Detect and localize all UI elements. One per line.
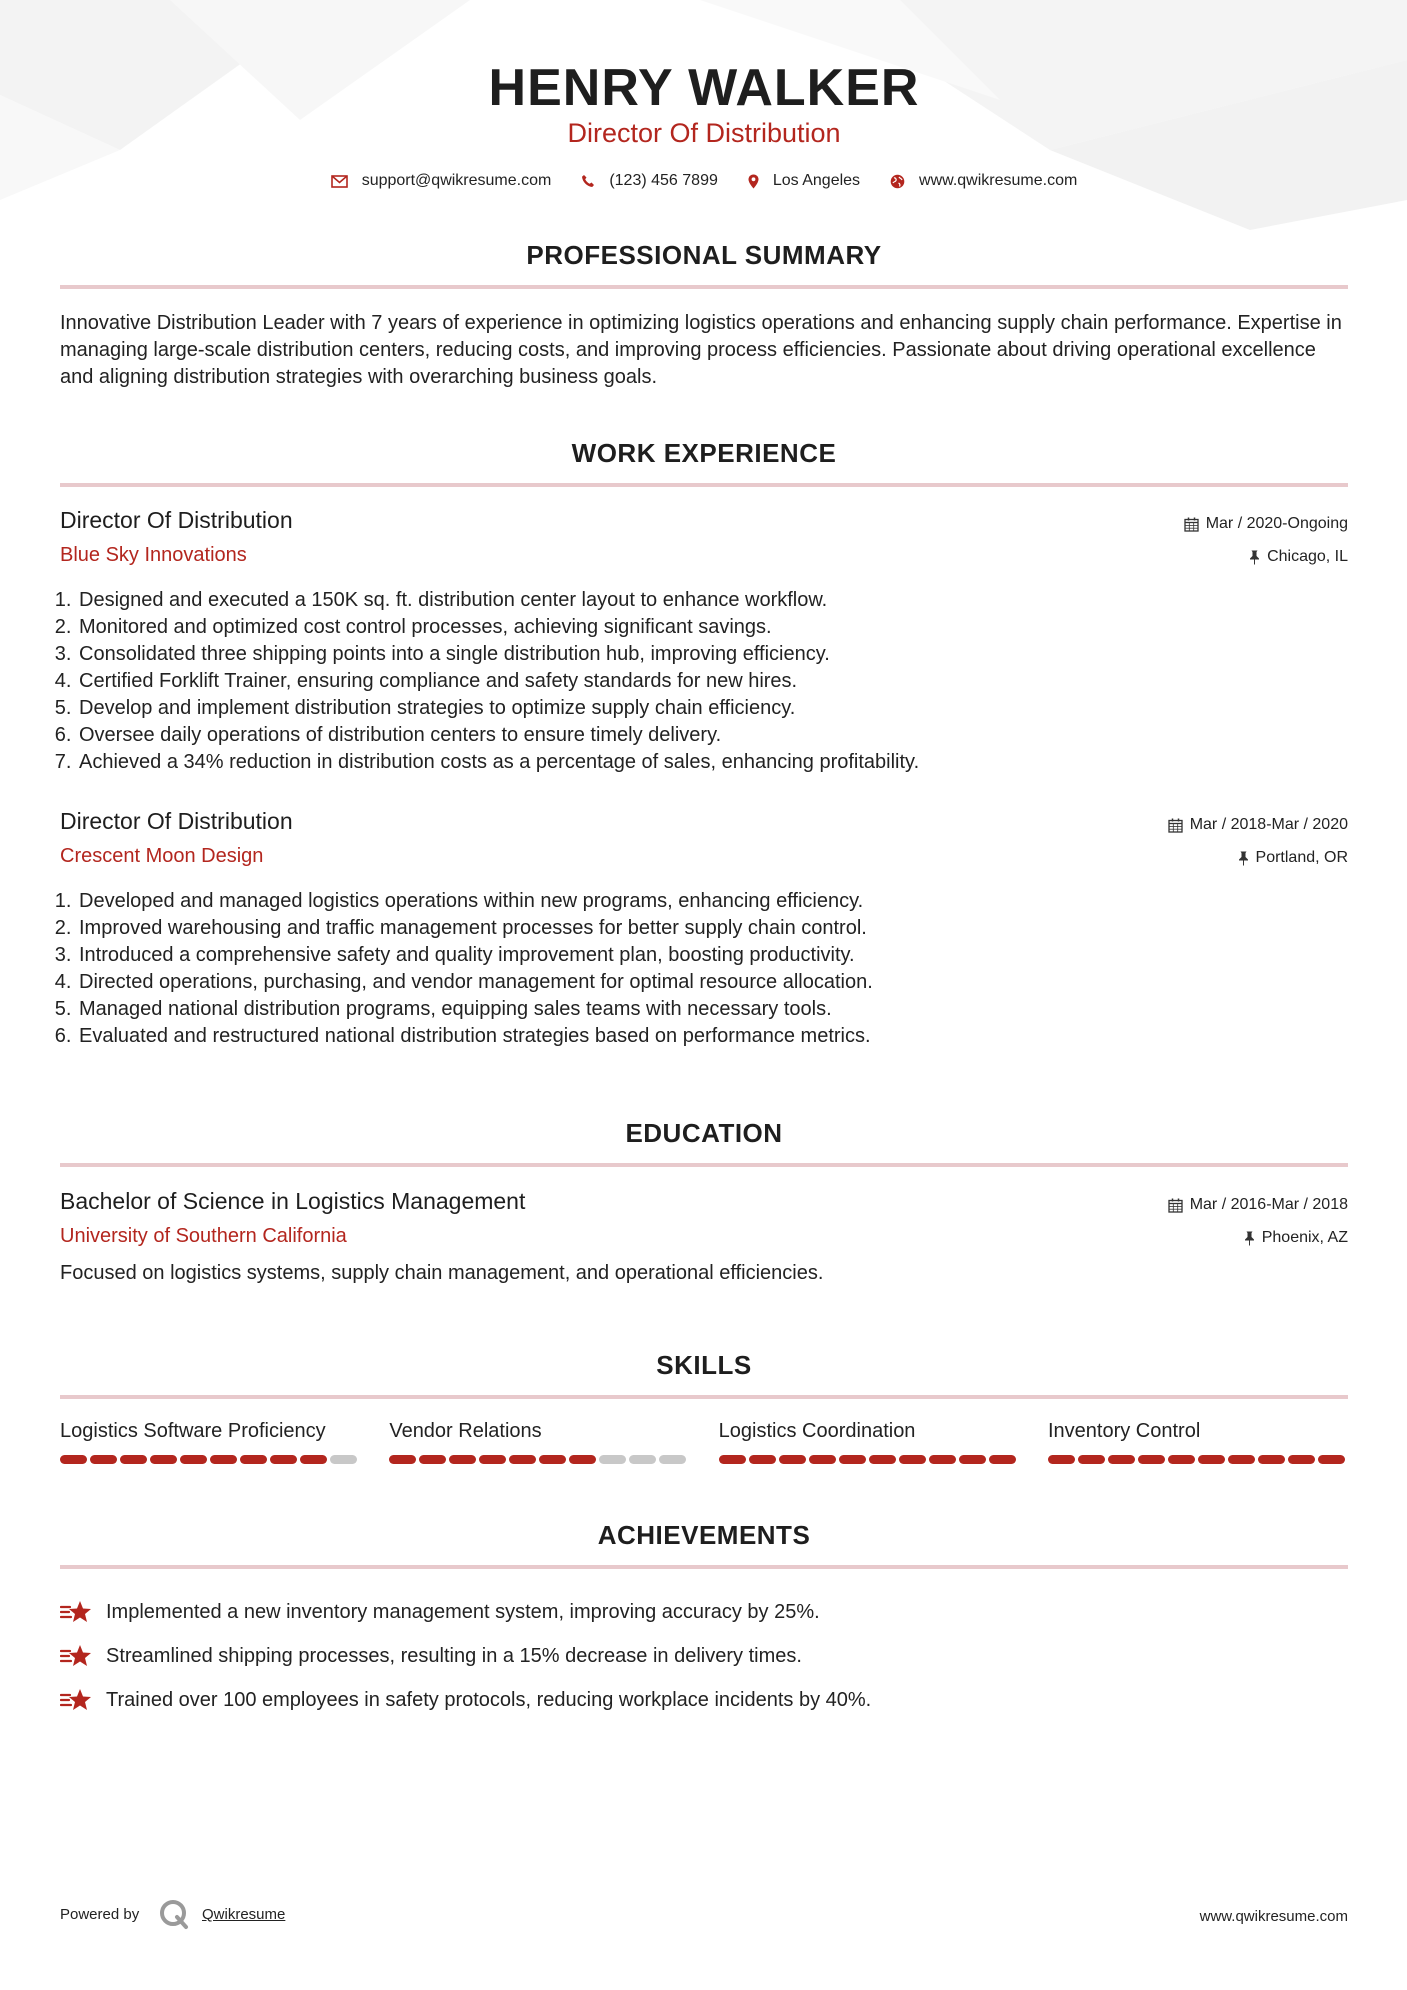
job-role: Director Of Distribution — [60, 507, 293, 533]
skill-meter — [719, 1455, 1019, 1464]
section-divider — [60, 1163, 1348, 1167]
skill-segment-filled — [1198, 1455, 1225, 1464]
globe-icon — [890, 174, 905, 189]
skill-segment-filled — [989, 1455, 1016, 1464]
achievement-item — [60, 1634, 1348, 1678]
skill-segment-filled — [869, 1455, 896, 1464]
job-role: Director Of Distribution — [60, 808, 293, 834]
skill-segment-filled — [300, 1455, 327, 1464]
job-date-text: Mar / 2018-Mar / 2020 — [1189, 816, 1348, 833]
achievements-section-header — [60, 1520, 1348, 1569]
job-bullet: 7. Achieved a 34% reduction in distribution costs as a percentage of sales, enhancing profitability. — [77, 749, 919, 776]
pushpin-icon — [1249, 550, 1260, 565]
education-date — [1168, 1196, 1348, 1214]
skill-segment-filled — [929, 1455, 956, 1464]
job-bullet: 6. Evaluated and restructured national distribution strategies based on performance metrics. — [77, 1023, 873, 1050]
contact-phone-text: (123) 456 7899 — [609, 172, 718, 189]
skill-label: Inventory Control — [1047, 1420, 1201, 1442]
skill-segment-empty — [659, 1455, 686, 1464]
calendar-icon — [1184, 517, 1199, 532]
achievement-item — [60, 1590, 1348, 1634]
skill-item — [1048, 1420, 1348, 1464]
education-location — [1244, 1229, 1348, 1247]
contact-email[interactable] — [331, 172, 552, 190]
job-bullet: 1. Developed and managed logistics operations within new programs, enhancing efficiency. — [77, 888, 873, 915]
job-bullet: 4. Directed operations, purchasing, and vendor management for optimal resource allocation. — [77, 969, 873, 996]
job-bullet: 5. Managed national distribution programs, equipping sales teams with necessary tools. — [77, 996, 873, 1023]
job-bullet: 5. Develop and implement distribution strategies to optimize supply chain efficiency. — [77, 695, 919, 722]
skill-label: Logistics Software Proficiency — [60, 1420, 326, 1442]
skills-heading: SKILLS — [656, 1350, 752, 1380]
candidate-name: HENRY WALKER — [488, 59, 920, 117]
achievement-item — [60, 1678, 1348, 1722]
job-bullets — [60, 888, 873, 1050]
skill-meter — [1048, 1455, 1348, 1464]
contact-website-text: www.qwikresume.com — [919, 172, 1078, 189]
skill-segment-filled — [809, 1455, 836, 1464]
skill-segment-filled — [389, 1455, 416, 1464]
footer — [60, 1898, 1348, 1932]
education-degree: Bachelor of Science in Logistics Management — [60, 1188, 526, 1214]
job-bullet: 2. Improved warehousing and traffic management processes for better supply chain control. — [77, 915, 873, 942]
job-bullet: 3. Consolidated three shipping points into a single distribution hub, improving efficiency. — [77, 641, 919, 668]
experience-section-header — [60, 438, 1348, 487]
skill-label: Logistics Coordination — [718, 1420, 916, 1442]
section-divider — [60, 1395, 1348, 1399]
section-divider — [60, 285, 1348, 289]
education-heading: EDUCATION — [625, 1118, 783, 1148]
skill-segment-filled — [449, 1455, 476, 1464]
job-bullet: 1. Designed and executed a 150K sq. ft. distribution center layout to enhance workflow. — [77, 587, 919, 614]
education-section-header — [60, 1118, 1348, 1167]
contact-website[interactable] — [890, 172, 1077, 190]
job-bullets — [60, 587, 919, 776]
skill-segment-filled — [1048, 1455, 1075, 1464]
contact-bar — [60, 172, 1348, 190]
shooting-star-icon — [60, 1643, 94, 1669]
skill-label: Vendor Relations — [389, 1420, 542, 1442]
education-location-text: Phoenix, AZ — [1261, 1229, 1348, 1246]
skill-segment-filled — [270, 1455, 297, 1464]
skill-segment-filled — [1138, 1455, 1165, 1464]
qwikresume-logo-icon — [158, 1898, 190, 1930]
skill-item — [719, 1420, 1019, 1464]
education-school: University of Southern California — [60, 1225, 347, 1247]
skill-segment-filled — [1108, 1455, 1135, 1464]
footer-website[interactable]: www.qwikresume.com — [1199, 1908, 1348, 1925]
skill-segment-filled — [839, 1455, 866, 1464]
map-pin-icon — [748, 174, 759, 189]
skill-segment-filled — [60, 1455, 87, 1464]
powered-by-label: Powered by — [60, 1906, 140, 1923]
achievements-heading: ACHIEVEMENTS — [597, 1520, 811, 1550]
skill-segment-filled — [150, 1455, 177, 1464]
job-date — [1184, 515, 1348, 533]
pushpin-icon — [1238, 851, 1249, 866]
skill-segment-filled — [1288, 1455, 1315, 1464]
job-bullet: 4. Certified Forklift Trainer, ensuring compliance and safety standards for new hires. — [77, 668, 919, 695]
envelope-icon — [331, 175, 348, 188]
section-divider — [60, 1565, 1348, 1569]
job-location-text: Portland, OR — [1255, 849, 1348, 866]
skill-segment-filled — [90, 1455, 117, 1464]
phone-icon — [581, 174, 595, 188]
job-bullet: 2. Monitored and optimized cost control processes, achieving significant savings. — [77, 614, 919, 641]
education-description: Focused on logistics systems, supply chain management, and operational efficiencies. — [60, 1262, 824, 1284]
summary-heading: PROFESSIONAL SUMMARY — [526, 240, 882, 270]
achievement-text: Implemented a new inventory management system, improving accuracy by 25%. — [106, 1600, 820, 1623]
skill-segment-filled — [419, 1455, 446, 1464]
skill-segment-filled — [1078, 1455, 1105, 1464]
job-date — [1168, 816, 1348, 834]
job-company: Crescent Moon Design — [60, 845, 264, 867]
contact-location-text: Los Angeles — [772, 172, 861, 189]
skill-segment-filled — [1168, 1455, 1195, 1464]
job-location-text: Chicago, IL — [1267, 548, 1348, 565]
skill-segment-filled — [1318, 1455, 1345, 1464]
job-location — [1249, 548, 1348, 566]
skill-item — [389, 1420, 689, 1464]
pushpin-icon — [1244, 1231, 1255, 1246]
skill-segment-filled — [180, 1455, 207, 1464]
skill-segment-filled — [1258, 1455, 1285, 1464]
skill-segment-filled — [749, 1455, 776, 1464]
skill-segment-filled — [569, 1455, 596, 1464]
skill-segment-filled — [120, 1455, 147, 1464]
skill-segment-filled — [539, 1455, 566, 1464]
achievement-text: Streamlined shipping processes, resulting in a 15% decrease in delivery times. — [106, 1644, 802, 1667]
skill-segment-empty — [629, 1455, 656, 1464]
skill-meter — [60, 1455, 360, 1464]
job-company: Blue Sky Innovations — [60, 544, 247, 566]
skill-segment-filled — [509, 1455, 536, 1464]
job-bullet: 6. Oversee daily operations of distribution centers to ensure timely delivery. — [77, 722, 919, 749]
section-divider — [60, 483, 1348, 487]
qwikresume-link[interactable]: Qwikresume — [202, 1906, 286, 1923]
achievements-list — [60, 1590, 1348, 1722]
contact-phone[interactable] — [581, 172, 718, 190]
calendar-icon — [1168, 1198, 1183, 1213]
contact-location — [748, 172, 860, 190]
skill-segment-empty — [599, 1455, 626, 1464]
skill-segment-filled — [210, 1455, 237, 1464]
summary-text: Innovative Distribution Leader with 7 years of experience in optimizing logistics operations and enhancing supply chain performance. Expertise in managing large-scale distribution centers, reducing costs, and improving process efficiencies. Passionate about driving operational excellence and aligning distribution strategies with overarching business goals. — [60, 312, 1342, 388]
skill-item — [60, 1420, 360, 1464]
job-bullet: 3. Introduced a comprehensive safety and quality improvement plan, boosting productivity. — [77, 942, 873, 969]
experience-heading: WORK EXPERIENCE — [571, 438, 837, 468]
skill-segment-filled — [899, 1455, 926, 1464]
job-location — [1238, 849, 1348, 867]
summary-section-header — [60, 240, 1348, 289]
job-date-text: Mar / 2020-Ongoing — [1205, 515, 1348, 532]
skill-segment-filled — [479, 1455, 506, 1464]
skill-segment-filled — [779, 1455, 806, 1464]
calendar-icon — [1168, 818, 1183, 833]
skills-section-header — [60, 1350, 1348, 1399]
candidate-title: Director Of Distribution — [567, 118, 841, 148]
education-date-text: Mar / 2016-Mar / 2018 — [1189, 1196, 1348, 1213]
shooting-star-icon — [60, 1687, 94, 1713]
skill-segment-filled — [719, 1455, 746, 1464]
skill-segment-filled — [1228, 1455, 1255, 1464]
skills-list — [60, 1420, 1348, 1464]
skill-segment-filled — [959, 1455, 986, 1464]
shooting-star-icon — [60, 1599, 94, 1625]
skill-segment-empty — [330, 1455, 357, 1464]
skill-meter — [389, 1455, 689, 1464]
achievement-text: Trained over 100 employees in safety protocols, reducing workplace incidents by 40%. — [106, 1688, 872, 1711]
contact-email-text: support@qwikresume.com — [361, 172, 552, 189]
skill-segment-filled — [240, 1455, 267, 1464]
